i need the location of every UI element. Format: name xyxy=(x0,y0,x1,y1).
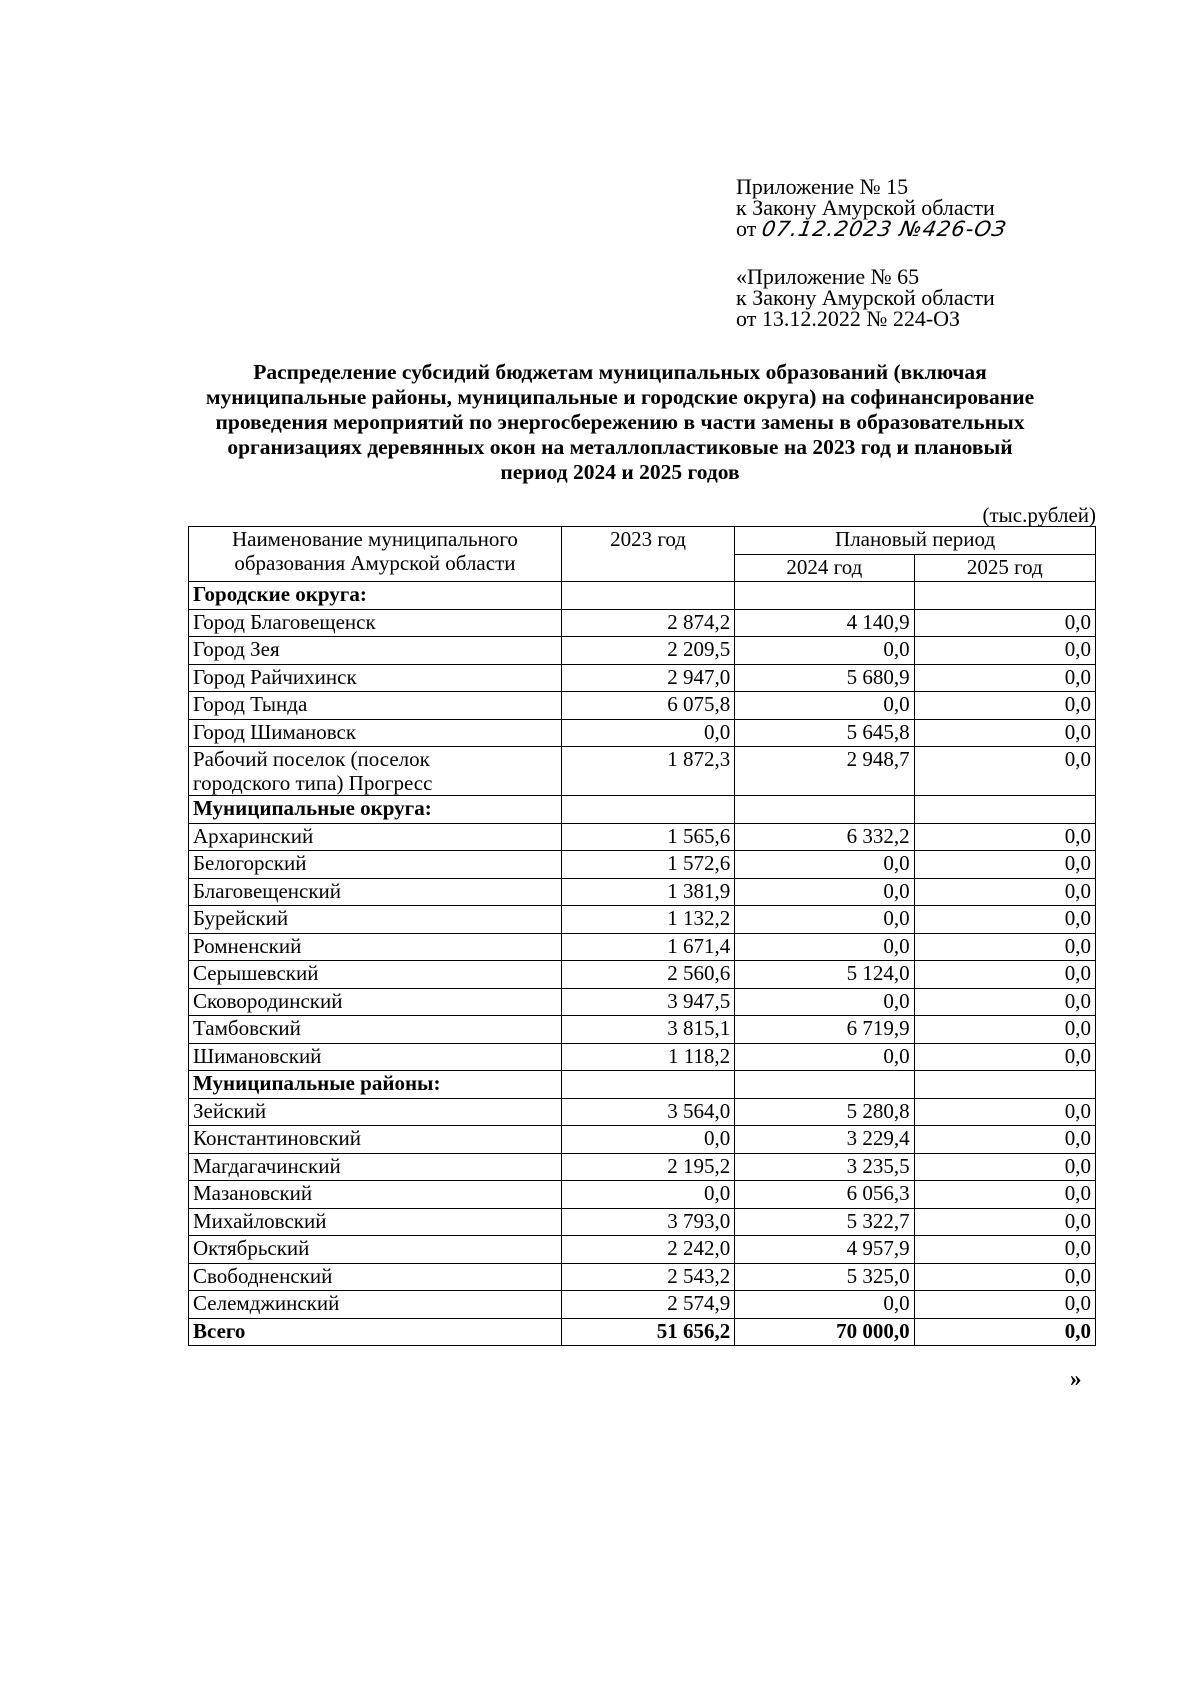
header-name xyxy=(189,527,562,582)
section-title: Муниципальные районы: xyxy=(189,1071,562,1099)
value-2023: 2 543,2 xyxy=(561,1263,734,1291)
section-row xyxy=(189,1071,1096,1099)
value-2023: 0,0 xyxy=(561,1126,734,1154)
row-name: Свободненский xyxy=(189,1263,562,1291)
value-2023: 3 947,5 xyxy=(561,988,734,1016)
value-2025: 0,0 xyxy=(914,1236,1095,1264)
value-2025: 0,0 xyxy=(914,1043,1095,1071)
value-2025: 0,0 xyxy=(914,906,1095,934)
row-name: Михайловский xyxy=(189,1208,562,1236)
value-2023: 1 118,2 xyxy=(561,1043,734,1071)
value-2024: 5 280,8 xyxy=(735,1098,914,1126)
value-2025: 0,0 xyxy=(914,1016,1095,1044)
section-row xyxy=(189,582,1096,610)
value-2024: 5 322,7 xyxy=(735,1208,914,1236)
table-row xyxy=(189,933,1096,961)
table-row xyxy=(189,1153,1096,1181)
row-name: Город Шимановск xyxy=(189,719,562,747)
row-name: Архаринский xyxy=(189,823,562,851)
empty-cell xyxy=(561,796,734,824)
title-line: Распределение субсидий бюджетам муниципальных образований (включая xyxy=(253,360,987,384)
header-2025: 2025 год xyxy=(914,554,1095,582)
row-name: Зейский xyxy=(189,1098,562,1126)
table-row xyxy=(189,961,1096,989)
original-appendix-header xyxy=(736,266,1136,329)
value-2025: 0,0 xyxy=(914,637,1095,665)
table-row xyxy=(189,637,1096,665)
table-row xyxy=(189,906,1096,934)
empty-cell xyxy=(561,1071,734,1099)
section-title: Городские округа: xyxy=(189,582,562,610)
value-2023: 6 075,8 xyxy=(561,692,734,720)
value-2023: 2 947,0 xyxy=(561,664,734,692)
value-2023: 0,0 xyxy=(561,1181,734,1209)
section-title: Муниципальные округа: xyxy=(189,796,562,824)
value-2024: 0,0 xyxy=(735,988,914,1016)
row-name: Сковородинский xyxy=(189,988,562,1016)
table-row xyxy=(189,692,1096,720)
value-2023: 2 209,5 xyxy=(561,637,734,665)
header-2023: 2023 год xyxy=(561,527,734,582)
value-2025: 0,0 xyxy=(914,823,1095,851)
value-2025: 0,0 xyxy=(914,851,1095,879)
units-label: (тыс.рублей) xyxy=(982,503,1096,527)
value-2025: 0,0 xyxy=(914,1181,1095,1209)
table-row xyxy=(189,1181,1096,1209)
empty-cell xyxy=(735,582,914,610)
total-2023: 51 656,2 xyxy=(561,1318,734,1346)
value-2023: 3 793,0 xyxy=(561,1208,734,1236)
value-2023: 2 560,6 xyxy=(561,961,734,989)
value-2024: 6 719,9 xyxy=(735,1016,914,1044)
row-name: Тамбовский xyxy=(189,1016,562,1044)
empty-cell xyxy=(914,582,1095,610)
appendix-law-ref: к Закону Амурской области xyxy=(736,195,995,220)
row-name: Селемджинский xyxy=(189,1291,562,1319)
appendix-date-line xyxy=(736,218,1136,240)
title-line: период 2024 и 2025 годов xyxy=(500,460,740,484)
header-name-line: образования Амурской области xyxy=(234,551,516,575)
total-2024: 70 000,0 xyxy=(735,1318,914,1346)
table-row xyxy=(189,851,1096,879)
empty-cell xyxy=(914,1071,1095,1099)
table-row xyxy=(189,747,1096,796)
value-2024: 0,0 xyxy=(735,906,914,934)
table-row xyxy=(189,1043,1096,1071)
table-row xyxy=(189,988,1096,1016)
table-row xyxy=(189,664,1096,692)
row-name: Благовещенский xyxy=(189,878,562,906)
value-2024: 3 229,4 xyxy=(735,1126,914,1154)
table-row xyxy=(189,1016,1096,1044)
value-2025: 0,0 xyxy=(914,961,1095,989)
value-2025: 0,0 xyxy=(914,1153,1095,1181)
value-2023: 3 564,0 xyxy=(561,1098,734,1126)
row-name: Город Тында xyxy=(189,692,562,720)
value-2025: 0,0 xyxy=(914,988,1095,1016)
row-name: Мазановский xyxy=(189,1181,562,1209)
value-2023: 2 242,0 xyxy=(561,1236,734,1264)
value-2024: 0,0 xyxy=(735,878,914,906)
row-name: Ромненский xyxy=(189,933,562,961)
table-row xyxy=(189,1098,1096,1126)
value-2023: 0,0 xyxy=(561,719,734,747)
value-2023: 1 872,3 xyxy=(561,747,734,796)
table-row xyxy=(189,1208,1096,1236)
appendix-date-prefix: от xyxy=(736,216,757,241)
total-row xyxy=(189,1318,1096,1346)
value-2025: 0,0 xyxy=(914,1098,1095,1126)
value-2025: 0,0 xyxy=(914,747,1095,796)
value-2025: 0,0 xyxy=(914,878,1095,906)
header-planning-period: Плановый период xyxy=(735,527,1096,555)
value-2025: 0,0 xyxy=(914,1263,1095,1291)
total-label: Всего xyxy=(189,1318,562,1346)
table-header-row xyxy=(189,527,1096,555)
value-2024: 3 235,5 xyxy=(735,1153,914,1181)
value-2024: 5 680,9 xyxy=(735,664,914,692)
value-2024: 4 140,9 xyxy=(735,609,914,637)
total-2025: 0,0 xyxy=(914,1318,1095,1346)
subsidy-table xyxy=(188,526,1096,1346)
value-2024: 6 332,2 xyxy=(735,823,914,851)
value-2024: 6 056,3 xyxy=(735,1181,914,1209)
original-appendix-number: «Приложение № 65 xyxy=(736,264,920,289)
row-name-line: Рабочий поселок (поселок xyxy=(193,747,430,771)
title-line: муниципальные районы, муниципальные и городские округа) на софинансирование xyxy=(205,385,1035,409)
row-name: Октябрьский xyxy=(189,1236,562,1264)
original-appendix-date: от 13.12.2022 № 224-ОЗ xyxy=(736,306,961,331)
value-2023: 1 671,4 xyxy=(561,933,734,961)
value-2023: 1 132,2 xyxy=(561,906,734,934)
table-row xyxy=(189,719,1096,747)
header-2024: 2024 год xyxy=(735,554,914,582)
value-2023: 2 574,9 xyxy=(561,1291,734,1319)
value-2024: 0,0 xyxy=(735,851,914,879)
value-2024: 4 957,9 xyxy=(735,1236,914,1264)
value-2025: 0,0 xyxy=(914,1126,1095,1154)
row-name: Шимановский xyxy=(189,1043,562,1071)
value-2023: 3 815,1 xyxy=(561,1016,734,1044)
header-name-line: Наименование муниципального xyxy=(231,527,518,551)
value-2025: 0,0 xyxy=(914,933,1095,961)
row-name: Белогорский xyxy=(189,851,562,879)
value-2023: 2 195,2 xyxy=(561,1153,734,1181)
row-name: Константиновский xyxy=(189,1126,562,1154)
empty-cell xyxy=(735,1071,914,1099)
value-2024: 0,0 xyxy=(735,692,914,720)
table-row xyxy=(189,1263,1096,1291)
row-name: Серышевский xyxy=(189,961,562,989)
value-2024: 2 948,7 xyxy=(735,747,914,796)
value-2023: 1 565,6 xyxy=(561,823,734,851)
row-name: Магдагачинский xyxy=(189,1153,562,1181)
table-row xyxy=(189,1236,1096,1264)
value-2024: 5 645,8 xyxy=(735,719,914,747)
empty-cell xyxy=(735,796,914,824)
table-row xyxy=(189,823,1096,851)
table-row xyxy=(189,1291,1096,1319)
value-2025: 0,0 xyxy=(914,1291,1095,1319)
row-name: Город Благовещенск xyxy=(189,609,562,637)
value-2024: 5 124,0 xyxy=(735,961,914,989)
row-name: Город Зея xyxy=(189,637,562,665)
value-2025: 0,0 xyxy=(914,664,1095,692)
row-name: Город Райчихинск xyxy=(189,664,562,692)
value-2023: 1 381,9 xyxy=(561,878,734,906)
value-2023: 1 572,6 xyxy=(561,851,734,879)
value-2025: 0,0 xyxy=(914,692,1095,720)
appendix-number: Приложение № 15 xyxy=(736,174,909,199)
value-2025: 0,0 xyxy=(914,609,1095,637)
row-name xyxy=(189,747,562,796)
value-2024: 0,0 xyxy=(735,933,914,961)
section-row xyxy=(189,796,1096,824)
closing-quote: » xyxy=(1070,1366,1082,1391)
handwritten-date-number: 07.12.2023 №426-ОЗ xyxy=(759,217,1009,241)
value-2024: 0,0 xyxy=(735,637,914,665)
value-2025: 0,0 xyxy=(914,719,1095,747)
value-2024: 5 325,0 xyxy=(735,1263,914,1291)
row-name: Бурейский xyxy=(189,906,562,934)
document-title xyxy=(150,360,1090,485)
table-row xyxy=(189,878,1096,906)
value-2025: 0,0 xyxy=(914,1208,1095,1236)
value-2024: 0,0 xyxy=(735,1291,914,1319)
empty-cell xyxy=(914,796,1095,824)
empty-cell xyxy=(561,582,734,610)
appendix-header xyxy=(736,176,1136,240)
row-name-line: городского типа) Прогресс xyxy=(193,771,433,795)
value-2023: 2 874,2 xyxy=(561,609,734,637)
table-row xyxy=(189,609,1096,637)
title-line: организациях деревянных окон на металлопластиковые на 2023 год и плановый xyxy=(227,435,1013,459)
table-row xyxy=(189,1126,1096,1154)
original-appendix-law-ref: к Закону Амурской области xyxy=(736,285,995,310)
value-2024: 0,0 xyxy=(735,1043,914,1071)
title-line: проведения мероприятий по энергосбережению в части замены в образовательных xyxy=(215,410,1025,434)
